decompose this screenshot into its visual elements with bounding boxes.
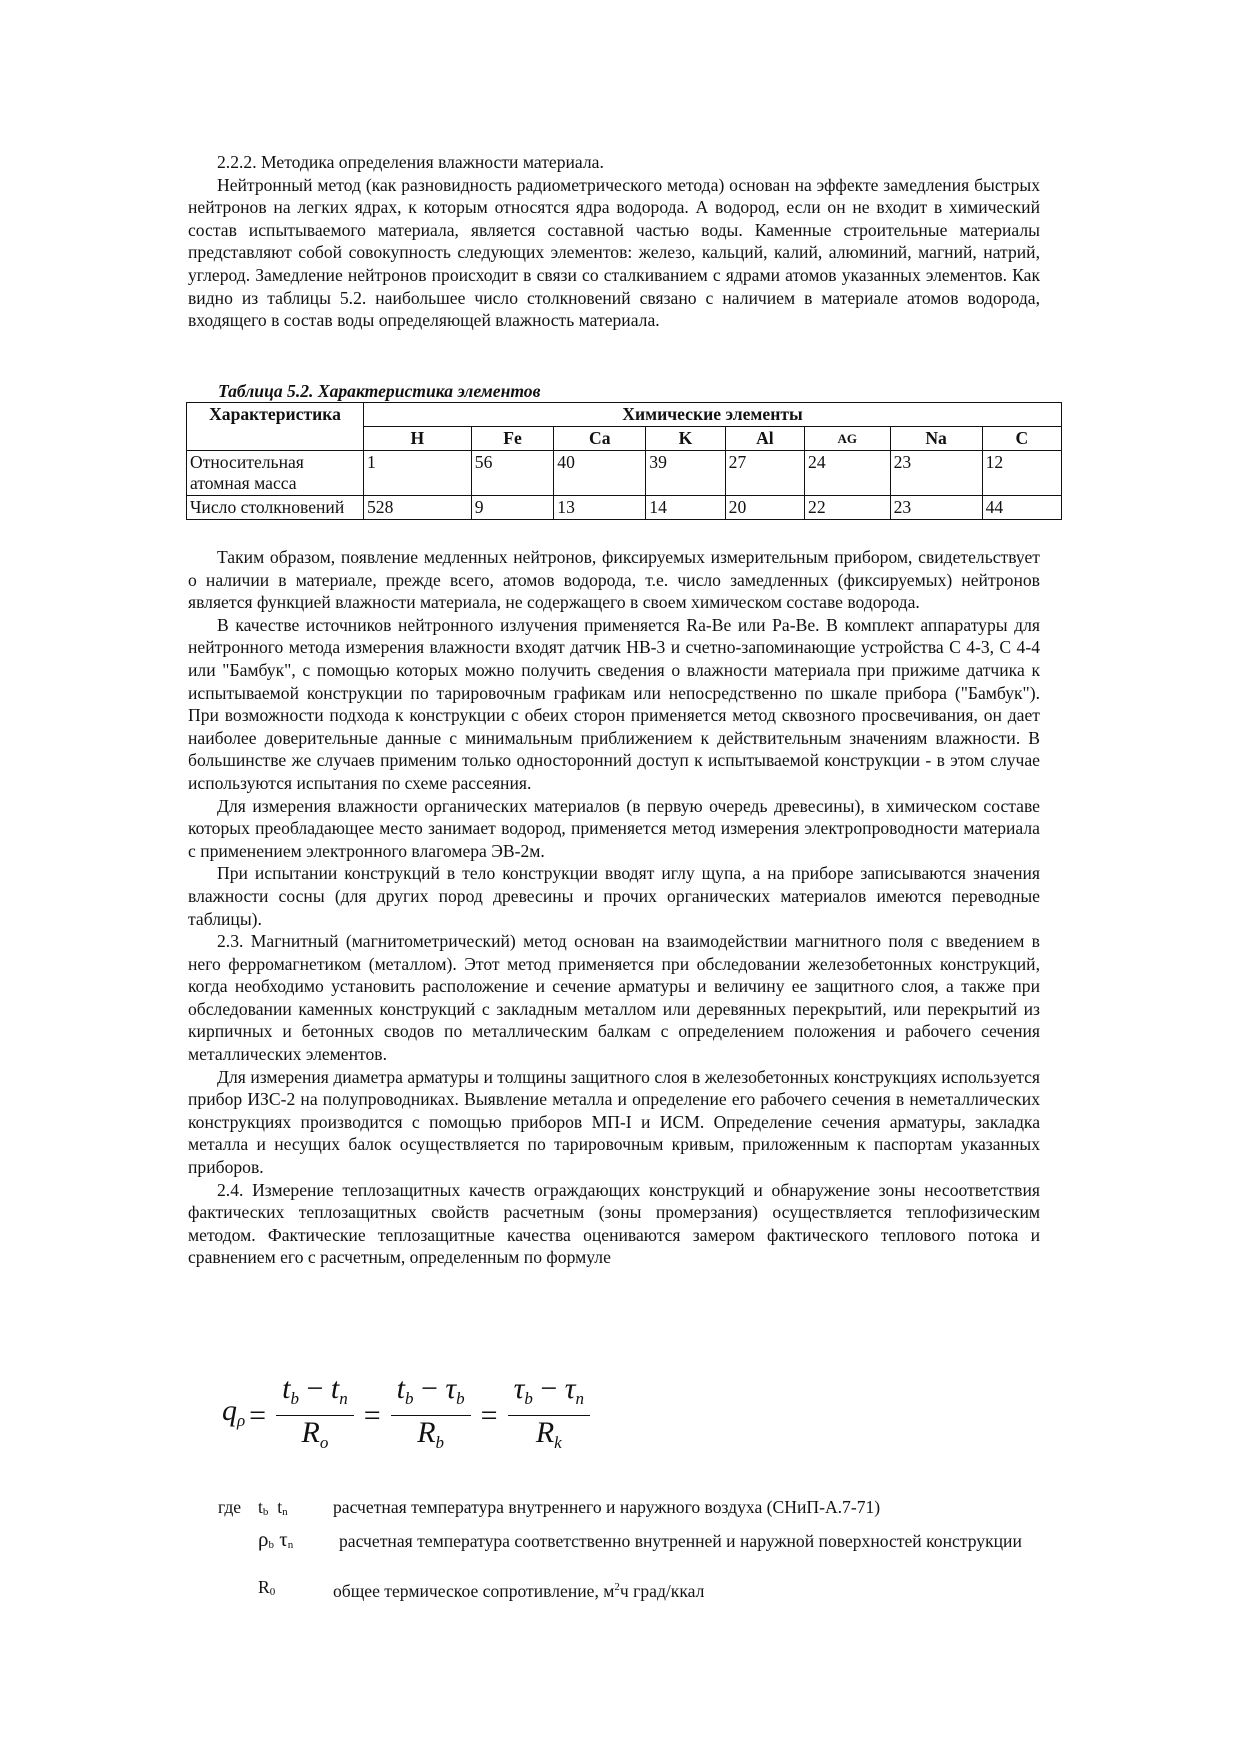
- heat-flow-formula: $q_\rho$ = $\frac{t_b - t_n}{R_o}$ = $\frac{t_b - \tau_b}{R_b}$ = $\frac{\tau_b - \tau_n}{R_k}$: [222, 1378, 596, 1454]
- elements-table: [186, 402, 1062, 520]
- paragraph: При испытании конструкций в тело конструкции вводят иглу щупа, а на приборе записываются значения влажности сосны (для других пород древесины и прочих органических материалов имеются переводные таблицы).: [188, 863, 1040, 929]
- fraction: $\frac{t_b - t_n}{R_o}$: [276, 1378, 354, 1454]
- element-header: C: [982, 427, 1061, 451]
- paragraph: 2.4. Измерение теплозащитных качеств ограждающих конструкций и обнаружение зоны несоответствия фактических теплозащитных свойств расчетным (зоны промерзания) осуществляется теплофизическим методом. Фактические теплозащитные качества оцениваются замером фактического теплового потока и сравнением его с расчетным, определенным по формуле: [188, 1179, 1040, 1268]
- cell: 22: [805, 496, 891, 520]
- legend-symbols: $\rho_b$ $\tau_n$: [258, 1527, 294, 1551]
- element-header: Ca: [554, 427, 646, 451]
- cell: 27: [725, 451, 804, 496]
- legend-symbols: $R_0$: [258, 1577, 276, 1598]
- intro-section: [188, 151, 1040, 332]
- row-label: Относительная атомная масса: [187, 451, 364, 496]
- element-header: Fe: [471, 427, 554, 451]
- paragraph: Для измерения диаметра арматуры и толщины защитного слоя в железобетонных конструкциях используется прибор ИЗС-2 на полупроводниках. Выявление металла и определение его рабочего сечения в неметаллических конструкциях производится с помощью приборов МП-I и ИСМ. Определение сечения арматуры, закладка металла и несущих балок осуществляется по тарировочным кривым, приложенным к паспортам указанных приборов.: [188, 1066, 1040, 1178]
- header-elements: Химические элементы: [364, 403, 1062, 427]
- element-header: Na: [890, 427, 982, 451]
- cell: 13: [554, 496, 646, 520]
- header-characteristic: Характеристика: [187, 403, 364, 451]
- cell: 39: [646, 451, 725, 496]
- element-header: H: [364, 427, 472, 451]
- cell: 44: [982, 496, 1061, 520]
- cell: 56: [471, 451, 554, 496]
- legend-text: расчетная температура соответственно внутренней и наружной поверхностей конструкции: [339, 1531, 1022, 1551]
- paragraph: В качестве источников нейтронного излучения применяется Ra-Be или Pa-Be. В комплект аппаратуры для нейтронного метода измерения влажности входят датчик НВ-3 и счетно-запоминающие устройства С 4-3, С 4-4 или "Бамбук", с помощью которых можно получить сведения о влажности материала при прижиме датчика к испытываемой конструкции по тарировочным графикам или непосредственно по шкале прибора ("Бамбук"). При возможности подхода к конструкции с обеих сторон применяется метод сквозного просвечивания, он дает наиболее доверительные данные с минимальным приближением к действительным значениям влажности. В большинстве же случаев применим только односторонний доступ к испытываемой конструкции - в этом случае используются испытания по схеме рассеяния.: [188, 614, 1040, 793]
- cell: 23: [890, 451, 982, 496]
- cell: 24: [805, 451, 891, 496]
- table-row: [187, 451, 1062, 496]
- section-heading: 2.2.2. Методика определения влажности материала.: [217, 152, 604, 172]
- cell: 40: [554, 451, 646, 496]
- element-header: AG: [805, 427, 891, 451]
- legend-where: где: [218, 1497, 242, 1517]
- cell: 528: [364, 496, 472, 520]
- cell: 14: [646, 496, 725, 520]
- legend-text: общее термическое сопротивление, $м^2ч$ град/ккал: [333, 1580, 705, 1601]
- cell: 23: [890, 496, 982, 520]
- cell: 12: [982, 451, 1061, 496]
- paragraph: 2.3. Магнитный (магнитометрический) метод основан на взаимодействии магнитного поля с введением в него ферромагнетиком (металлом). Этот метод применяется при обследовании железобетонных конструкций, когда необходимо установить расположение и сечение арматуры и величину ее защитного слоя, а также при обследовании каменных конструкций с закладным металлом или деревянных перекрытий, или перекрытий из кирпичных и бетонных сводов по металлическим балкам с определением положения и рабочего сечения металлических элементов.: [188, 931, 1040, 1065]
- element-header: Al: [725, 427, 804, 451]
- paragraph: Нейтронный метод (как разновидность радиометрического метода) основан на эффекте замедления быстрых нейтронов на легких ядрах, к которым относятся ядра водорода. А водород, если он не входит в химический состав испытываемого материала, является составной частью воды. Каменные строительные материалы представляют собой совокупность следующих элементов: железо, кальций, калий, алюминий, магний, натрий, углерод. Замедление нейтронов происходит в связи со сталкиванием с ядрами атомов указанных элементов. Как видно из таблицы 5.2. наибольшее число столкновений связано с наличием в материале атомов водорода, входящего в состав воды определяющей влажность материала.: [188, 174, 1040, 331]
- paragraph: Для измерения влажности органических материалов (в первую очередь древесины), в химическом составе которых преобладающее место занимает водород, применяется метод измерения электропроводности материала с применением электронного влагомера ЭВ-2м.: [188, 795, 1040, 861]
- legend-text: расчетная температура внутреннего и наружного воздуха (СНиП-А.7-71): [333, 1497, 881, 1517]
- element-header: K: [646, 427, 725, 451]
- body-section: [188, 546, 1040, 1269]
- cell: 20: [725, 496, 804, 520]
- cell: 9: [471, 496, 554, 520]
- fraction: $\frac{\tau_b - \tau_n}{R_k}$: [508, 1378, 590, 1454]
- table-row: [187, 496, 1062, 520]
- table-caption: Таблица 5.2. Характеристика элементов: [218, 381, 541, 401]
- cell: 1: [364, 451, 472, 496]
- fraction: $\frac{t_b - \tau_b}{R_b}$: [391, 1378, 471, 1454]
- legend-symbols: $t_b$ $t_n$: [258, 1497, 288, 1518]
- row-label: Число столкновений: [187, 496, 364, 520]
- paragraph: Таким образом, появление медленных нейтронов, фиксируемых измерительным прибором, свидетельствует о наличии в материале, прежде всего, атомов водорода, т.е. число замедленных (фиксируемых) нейтронов является функцией влажности материала, не содержащего в своем химическом составе водорода.: [188, 547, 1040, 613]
